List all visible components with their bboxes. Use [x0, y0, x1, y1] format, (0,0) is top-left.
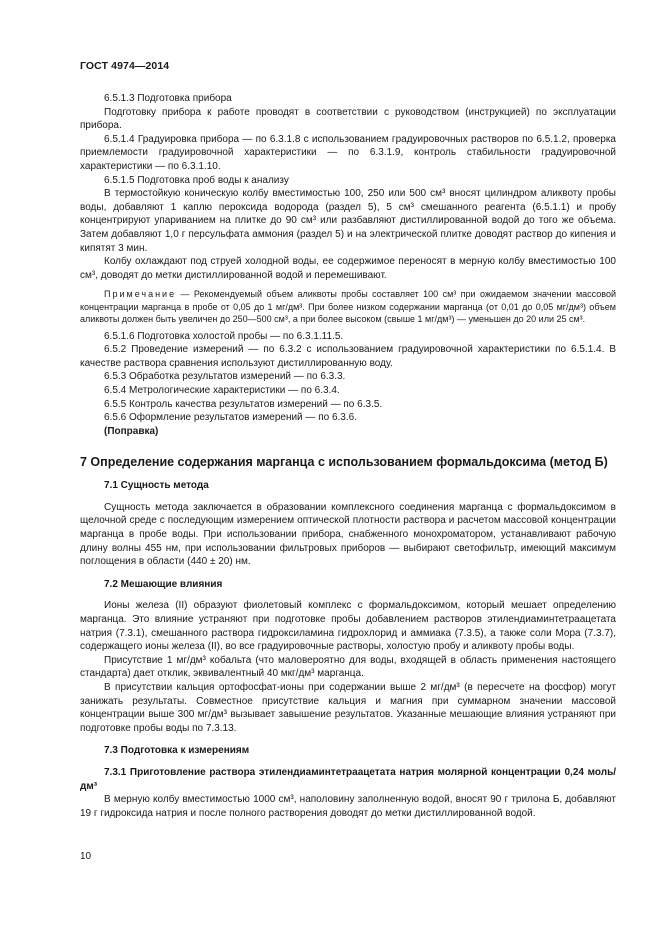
section-6-5-1-3-title: 6.5.1.3 Подготовка прибора: [104, 93, 232, 104]
section-7-3-1-text: В мерную колбу вместимостью 1000 см³, наполовину заполненную водой, вносят 90 г трилона Б, добавляют 19 г гидроксида натрия и после полного растворения доводят до метки дистиллированной водой.: [80, 794, 616, 819]
section-7-3-heading: 7.3 Подготовка к измерениям: [104, 745, 250, 757]
note-text: — Рекомендуемый объем аликвоты пробы составляет 100 см³ при ожидаемом значении массовой концентрации марганца в пробе от 0,05 до 1 мг/дм³. При более низком содержании марганца (от 0,01 до 0,05 мг/дм³) объем аликвоты должен быть увеличен до 250—500 см³, а при более высоком (свыше 1 мг/дм³) — уменьшен до 20 или 25 см³.: [80, 289, 616, 325]
section-6-5-4: 6.5.4 Метрологические характеристики — по 6.3.4.: [104, 384, 340, 396]
section-6-5-1-4-text: 6.5.1.4 Градуировка прибора — по 6.3.1.8 с использованием градуировочных растворов по 6.5.1.2, проверка приемлемости градуировочной характеристики — по 6.3.1.9, контроль стабильности градуировочной характеристики — по 6.3.1.10.: [80, 133, 616, 172]
note-label: Примечание: [104, 289, 177, 300]
section-7-heading: 7 Определение содержания марганца с использованием формальдоксима (метод Б): [80, 455, 608, 470]
section-6-5-5: 6.5.5 Контроль качества результатов измерений — по 6.3.5.: [104, 398, 383, 410]
section-7-2-heading: 7.2 Мешающие влияния: [104, 578, 223, 590]
section-6-5-3: 6.5.3 Обработка результатов измерений — по 6.3.3.: [104, 371, 346, 383]
section-6-5-1-5-paragraph-2: Колбу охлаждают под струей холодной воды, ее содержимое переносят в мерную колбу вместимостью 100 см³, доводят до метки дистиллированной водой и перемешивают.: [80, 256, 616, 281]
section-7-1-heading: 7.1 Сущность метода: [104, 480, 209, 492]
section-6-5-6: 6.5.6 Оформление результатов измерений — по 6.3.6.: [104, 412, 357, 424]
section-7-2-paragraph-2: Присутствие 1 мг/дм³ кобальта (что маловероятно для воды, входящей в область применения настоящего стандарта) дает отклик, эквивалентный 40 мкг/дм³ марганца.: [80, 654, 616, 680]
section-6-5-1-5-paragraph-1: В термостойкую коническую колбу вместимостью 100, 250 или 500 см³ вносят цилиндром аликвоту пробы воды, добавляют 1 каплю пероксида водорода (раздел 5), 5 см³ смешанного реагента (6.5.1.1) и пробу концентрируют упариванием на плитке до 90 см³ или разбавляют дистиллированной водой до того же объема. Затем добавляют 1,0 г персульфата аммония (раздел 5) и на электрической плитке доводят раствор до кипения и кипятят 3 мин.: [80, 188, 616, 254]
section-7-2-paragraph-1: Ионы железа (II) образуют фиолетовый комплекс с формальдоксимом, который мешает определению марганца. Это влияние устраняют при подготовке пробы добавлением растворов этилендиаминтетраацетата натрия (7.3.1), смешанного раствора гидроксиламина гидрохлорид и аммиака (7.3.5), а также соли Мора (7.3.7), содержащего ионы железа (II), во все градуировочные растворы, холостую пробу и аликвоту пробы воды.: [80, 600, 616, 653]
section-6-5-2: 6.5.2 Проведение измерений — по 6.3.2 с использованием градуировочной характеристики по 6.5.1.4. В качестве раствора сравнения используют дистиллированную воду.: [80, 344, 616, 369]
document-body: [80, 92, 616, 820]
document-header: ГОСТ 4974—2014: [80, 60, 170, 72]
section-7-1-text: Сущность метода заключается в образовании комплексного соединения марганца с формальдоксимом в щелочной среде с последующим измерением оптической плотности раствора и расчетом массовой концентрации марганца в пробе воды. При использовании прибора, снабженного монохроматором, устанавливают рабочую длину волны 455 нм, при использовании фильтровых приборов — выбирают светофильтр, имеющий максимум поглощения в области (440 ± 20) нм.: [80, 501, 616, 568]
section-6-5-1-6: 6.5.1.6 Подготовка холостой пробы — по 6.3.1.11.5.: [104, 330, 344, 342]
amendment-note: (Поправка): [104, 425, 159, 437]
page-number: 10: [80, 851, 92, 862]
section-6-5-1-3-text: Подготовку прибора к работе проводят в соответствии с руководством (инструкцией) по эксплуатации прибора.: [80, 106, 616, 132]
note: [80, 288, 616, 325]
section-7-2-paragraph-3: В присутствии кальция ортофосфат-ионы при содержании выше 2 мг/дм³ (в пересчете на фосфор) могут занижать результаты. Совместное присутствие кальция и магния при суммарном значении массовой концентрации выше 300 мг/дм³ вызывает завышение результатов. Указанные мешающие влияния устраняют при подготовке пробы воды по 7.3.13.: [80, 682, 616, 734]
section-6-5-1-5-title: 6.5.1.5 Подготовка проб воды к анализу: [104, 174, 289, 186]
section-7-3-1-heading: 7.3.1 Приготовление раствора этилендиаминтетраацетата натрия молярной концентрации 0,24 моль/дм³: [80, 766, 616, 792]
